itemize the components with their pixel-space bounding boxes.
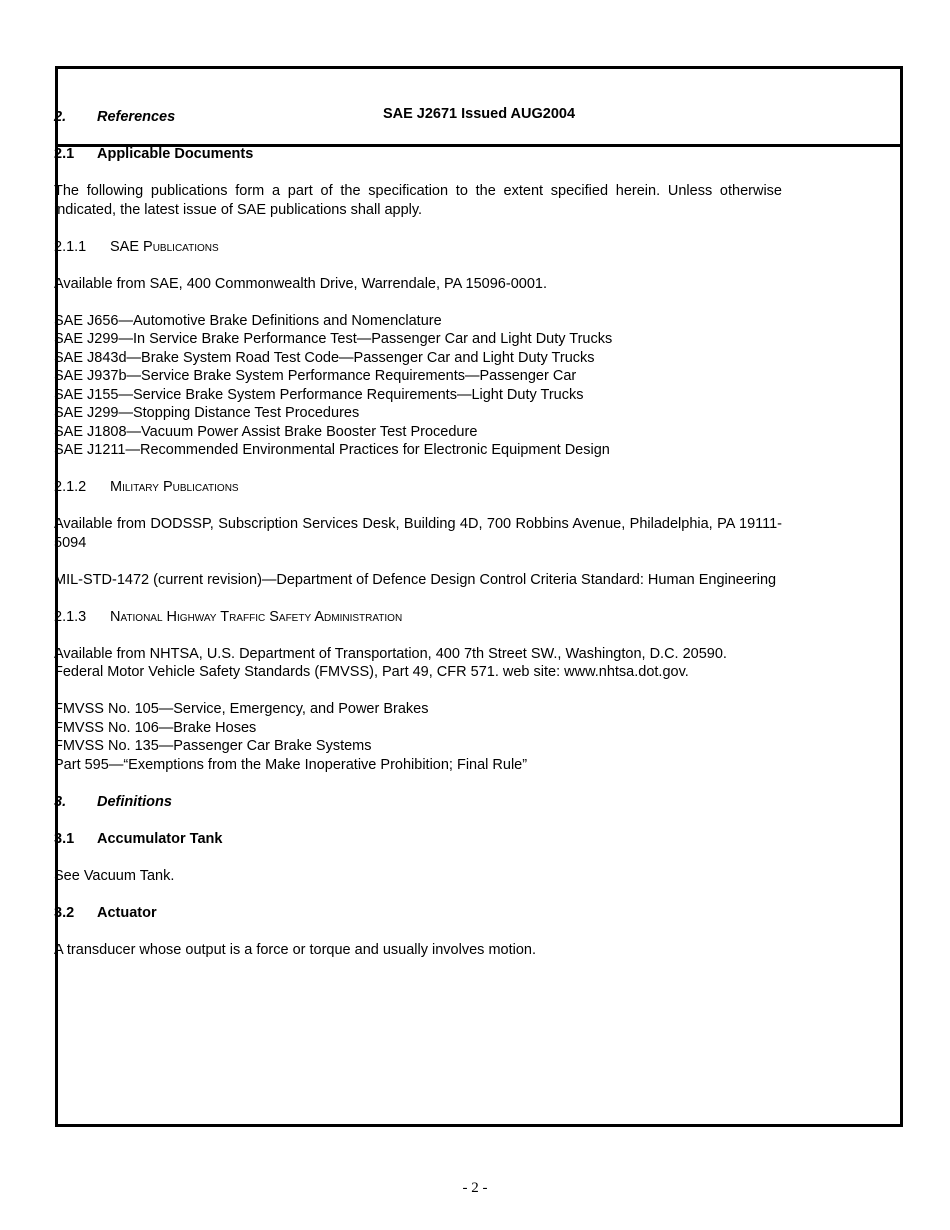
list-item: Part 595—“Exemptions from the Make Inoperative Prohibition; Final Rule” (54, 756, 528, 773)
list-item: SAE J937b—Service Brake System Performance Requirements—Passenger Car (54, 368, 577, 384)
list-item: SAE J843d—Brake System Road Test Code—Passenger Car and Light Duty Trucks (54, 349, 595, 366)
definition-body-actuator: A transducer whose output is a force or torque and usually involves motion. (54, 941, 536, 958)
nhtsa-availability: Available from NHTSA, U.S. Department of Transportation, 400 7th Street SW., Washington, D.C. 20590. Federal Motor Vehicle Safety Standards (FMVSS), Part 49, CFR 571. web site: www.nhtsa.dot.gov. (54, 645, 727, 680)
section-heading-references: 2. References (54, 109, 176, 125)
list-item: SAE J299—In Service Brake Performance Test—Passenger Car and Light Duty Trucks (54, 331, 613, 347)
document-body (54, 108, 782, 959)
military-publication-item: MIL-STD-1472 (current revision)—Department of Defence Design Control Criteria Standard: Human Engineering (54, 571, 777, 588)
page-number: - 2 - (462, 1180, 488, 1196)
sae-availability: Available from SAE, 400 Commonwealth Drive, Warrendale, PA 15096-0001. (54, 275, 547, 292)
definition-heading-actuator: 3.2 Actuator (54, 904, 157, 921)
list-item: SAE J1808—Vacuum Power Assist Brake Booster Test Procedure (54, 423, 478, 440)
military-availability: Available from DODSSP, Subscription Services Desk, Building 4D, 700 Robbins Avenue, Philadelphia, PA 19111-5094 (54, 516, 782, 551)
subsection-heading-sae-publications: 2.1.1 SAE Publications (54, 238, 219, 255)
fmvss-list (54, 700, 782, 774)
list-item: SAE J299—Stopping Distance Test Procedures (54, 405, 360, 421)
document-title: SAE J2671 Issued AUG2004 (382, 106, 576, 122)
list-item: SAE J155—Service Brake System Performance Requirements—Light Duty Trucks (54, 386, 584, 403)
list-item: FMVSS No. 135—Passenger Car Brake Systems (54, 738, 372, 754)
subsection-heading-nhtsa: 2.1.3 National Highway Traffic Safety Administration (54, 608, 403, 625)
subsection-heading-military-publications: 2.1.2 Military Publications (54, 479, 239, 495)
definition-heading-accumulator-tank: 3.1 Accumulator Tank (54, 830, 223, 847)
list-item: FMVSS No. 106—Brake Hoses (54, 719, 257, 736)
list-item: SAE J656—Automotive Brake Definitions and Nomenclature (54, 312, 442, 329)
subsection-heading-applicable-documents: 2.1 Applicable Documents (54, 146, 254, 162)
sae-publication-list (54, 312, 782, 460)
section-heading-definitions: 3. Definitions (54, 793, 172, 810)
definition-body-accumulator-tank: See Vacuum Tank. (54, 867, 175, 884)
applicable-documents-intro: The following publications form a part of the specification to the extent specified herein. Unless otherwise indicated, the latest issue of SAE publications shall apply. (54, 183, 782, 218)
list-item: SAE J1211—Recommended Environmental Practices for Electronic Equipment Design (54, 442, 610, 458)
list-item: FMVSS No. 105—Service, Emergency, and Power Brakes (54, 701, 429, 717)
